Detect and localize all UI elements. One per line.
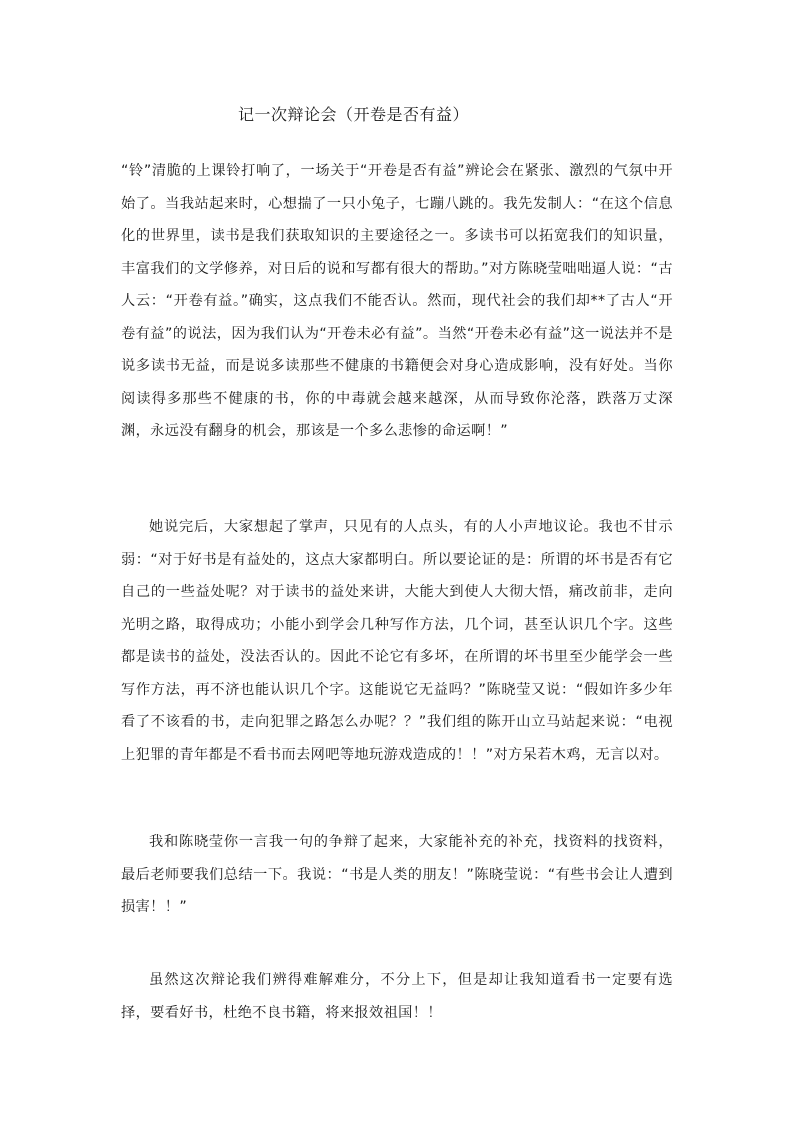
paragraph-4: 虽然这次辩论我们辨得难解难分，不分上下，但是却让我知道看书一定要有选择，要看好书，杜绝不良书籍，将来报效祖国！！ (121, 972, 673, 1021)
paragraph-2: 她说完后，大家想起了掌声，只见有的人点头，有的人小声地议论。我也不甘示弱：“对于好书是有益处的，这点大家都明白。所以要论证的是：所谓的坏书是否有它自己的一些益处呢？对于读书的益处来讲，大能大到使人大彻大悟，痛改前非，走向光明之路，取得成功；小能小到学会几种写作方法，几个词，甚至认识几个字。这些都是读书的益处，没法否认的。因此不论它有多坏，在所谓的坏书里至少能学会一些写作方法，再不济也能认识几个字。这能说它无益吗？”陈晓莹又说：“假如许多少年看了不该看的书，走向犯罪之路怎么办呢？？”我们组的陈开山立马站起来说：“电视上犯罪的青年都是不看书而去网吧等地玩游戏造成的！！”对方呆若木鸡，无言以对。 (121, 519, 673, 763)
document-title: 记一次辩论会（开卷是否有益） (238, 105, 470, 124)
paragraph-1: “铃”清脆的上课铃打响了，一场关于“开卷是否有益”辨论会在紧张、激烈的气氛中开始了。当我站起来时，心想揣了一只小兔子，七蹦八跳的。我先发制人：“在这个信息化的世界里，读书是我们获取知识的主要途径之一。多读书可以拓宽我们的知识量，丰富我们的文学修养，对日后的说和写都有很大的帮助。”对方陈晓莹咄咄逼人说：“古人云：“开卷有益。”确实，这点我们不能否认。然而，现代社会的我们却**了古人“开卷有益”的说法，因为我们认为“开卷未必有益”。当然“开卷未必有益”这一说法并不是说多读书无益，而是说多读那些不健康的书籍便会对身心造成影响，没有好处。当你阅读得多那些不健康的书，你的中毒就会越来越深，从而导致你沦落，跌落万丈深渊，永远没有翻身的机会，那该是一个多么悲惨的命运啊！” (121, 163, 673, 439)
paragraph-3: 我和陈晓莹你一言我一句的争辩了起来，大家能补充的补充，找资料的找资料，最后老师要我们总结一下。我说：“书是人类的朋友！”陈晓莹说：“有些书会让人遭到损害！！” (121, 834, 673, 915)
